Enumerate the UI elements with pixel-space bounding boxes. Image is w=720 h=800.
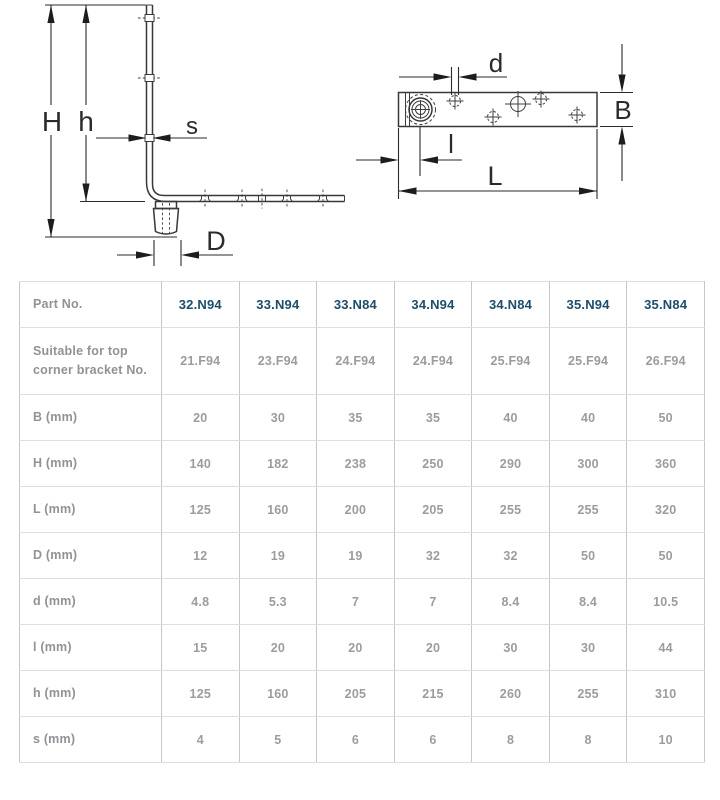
table-cell: 140 [162,441,240,487]
table-cell: 290 [472,441,550,487]
row-label: s (mm) [20,717,162,763]
table-cell: 40 [472,395,550,441]
table-cell: 205 [317,671,395,717]
table-cell: 35 [317,395,395,441]
technical-drawings [0,0,720,272]
dimension-h [76,5,145,202]
hinge-pin [154,202,179,236]
table-cell: 20 [162,395,240,441]
table-cell: 5 [239,717,317,763]
table-cell: 8 [549,717,627,763]
table-cell: 50 [627,395,705,441]
row-label: l (mm) [20,625,162,671]
table-cell: 30 [549,625,627,671]
table-cell: 255 [549,487,627,533]
table-cell: 15 [162,625,240,671]
table-row-h [20,671,705,717]
table-cell: 21.F94 [162,328,240,395]
table-cell: 260 [472,671,550,717]
row-label: H (mm) [20,441,162,487]
table-cell: 12 [162,533,240,579]
table-cell: 6 [317,717,395,763]
table-cell: 238 [317,441,395,487]
table-cell: 250 [394,441,472,487]
table-row-d [20,579,705,625]
dim-label-H: H [41,106,63,137]
row-label: h (mm) [20,671,162,717]
table-cell: 10.5 [627,579,705,625]
table-row-l [20,625,705,671]
table-cell: 255 [472,487,550,533]
bracket-side-view-drawing [42,5,345,266]
dim-label-D: D [206,226,226,256]
table-cell: 10 [627,717,705,763]
table-cell: 20 [317,625,395,671]
table-cell: 26.F94 [627,328,705,395]
table-cell: 200 [317,487,395,533]
table-cell: 44 [627,625,705,671]
table-cell: 25.F94 [549,328,627,395]
table-cell: 25.F94 [472,328,550,395]
part-number: 35.N84 [627,282,705,328]
header-part-no: Part No. [20,282,162,328]
table-cell: 24.F94 [394,328,472,395]
dimension-l [356,127,462,199]
row-label: L (mm) [20,487,162,533]
table-cell: 320 [627,487,705,533]
table-cell: 205 [394,487,472,533]
table-row-L [20,487,705,533]
dimension-B [600,44,633,181]
row-label: B (mm) [20,395,162,441]
table-row-s [20,717,705,763]
table-cell: 20 [239,625,317,671]
dim-label-l: l [448,129,454,159]
table-cell: 24.F94 [317,328,395,395]
vertical-leg-hole-marks [138,15,161,142]
table-cell: 160 [239,671,317,717]
table-cell: 6 [394,717,472,763]
table-cell: 32 [472,533,550,579]
dim-label-d: d [488,48,504,78]
table-cell: 8.4 [472,579,550,625]
table-cell: 8.4 [549,579,627,625]
table-cell: 4.8 [162,579,240,625]
table-cell: 5.3 [239,579,317,625]
table-cell: 23.F94 [239,328,317,395]
dimension-L [399,129,598,199]
dim-label-h: h [78,106,94,137]
table-header-row [20,282,705,328]
table-cell: 50 [549,533,627,579]
table-row-D [20,533,705,579]
row-label: Suitable for top corner bracket No. [20,328,162,395]
horizontal-leg-hole-marks [200,189,329,209]
table-cell: 50 [627,533,705,579]
dim-label-L: L [487,161,503,191]
table-cell: 32 [394,533,472,579]
dim-label-s: s [186,113,198,140]
part-number: 32.N94 [162,282,240,328]
table-cell: 7 [317,579,395,625]
spec-table [19,281,705,763]
table-cell: 182 [239,441,317,487]
table-cell: 125 [162,671,240,717]
table-cell: 7 [394,579,472,625]
table-cell: 30 [472,625,550,671]
table-row-B [20,395,705,441]
part-number: 34.N94 [394,282,472,328]
table-cell: 30 [239,395,317,441]
table-cell: 215 [394,671,472,717]
table-cell: 35 [394,395,472,441]
table-cell: 310 [627,671,705,717]
bracket-top-view-drawing [356,44,633,199]
table-cell: 19 [239,533,317,579]
part-number: 35.N94 [549,282,627,328]
table-cell: 300 [549,441,627,487]
dimension-d [399,48,507,95]
row-label: D (mm) [20,533,162,579]
table-cell: 8 [472,717,550,763]
part-number: 34.N84 [472,282,550,328]
table-cell: 125 [162,487,240,533]
table-cell: 4 [162,717,240,763]
table-cell: 40 [549,395,627,441]
table-cell: 20 [394,625,472,671]
table-cell: 255 [549,671,627,717]
dim-label-B: B [614,95,632,125]
part-number: 33.N84 [317,282,395,328]
row-label: d (mm) [20,579,162,625]
table-cell: 160 [239,487,317,533]
table-cell: 360 [627,441,705,487]
part-number: 33.N94 [239,282,317,328]
table-row-H [20,441,705,487]
table-row-suitable-bracket [20,328,705,395]
strap-screw-holes [447,91,586,126]
table-cell: 19 [317,533,395,579]
